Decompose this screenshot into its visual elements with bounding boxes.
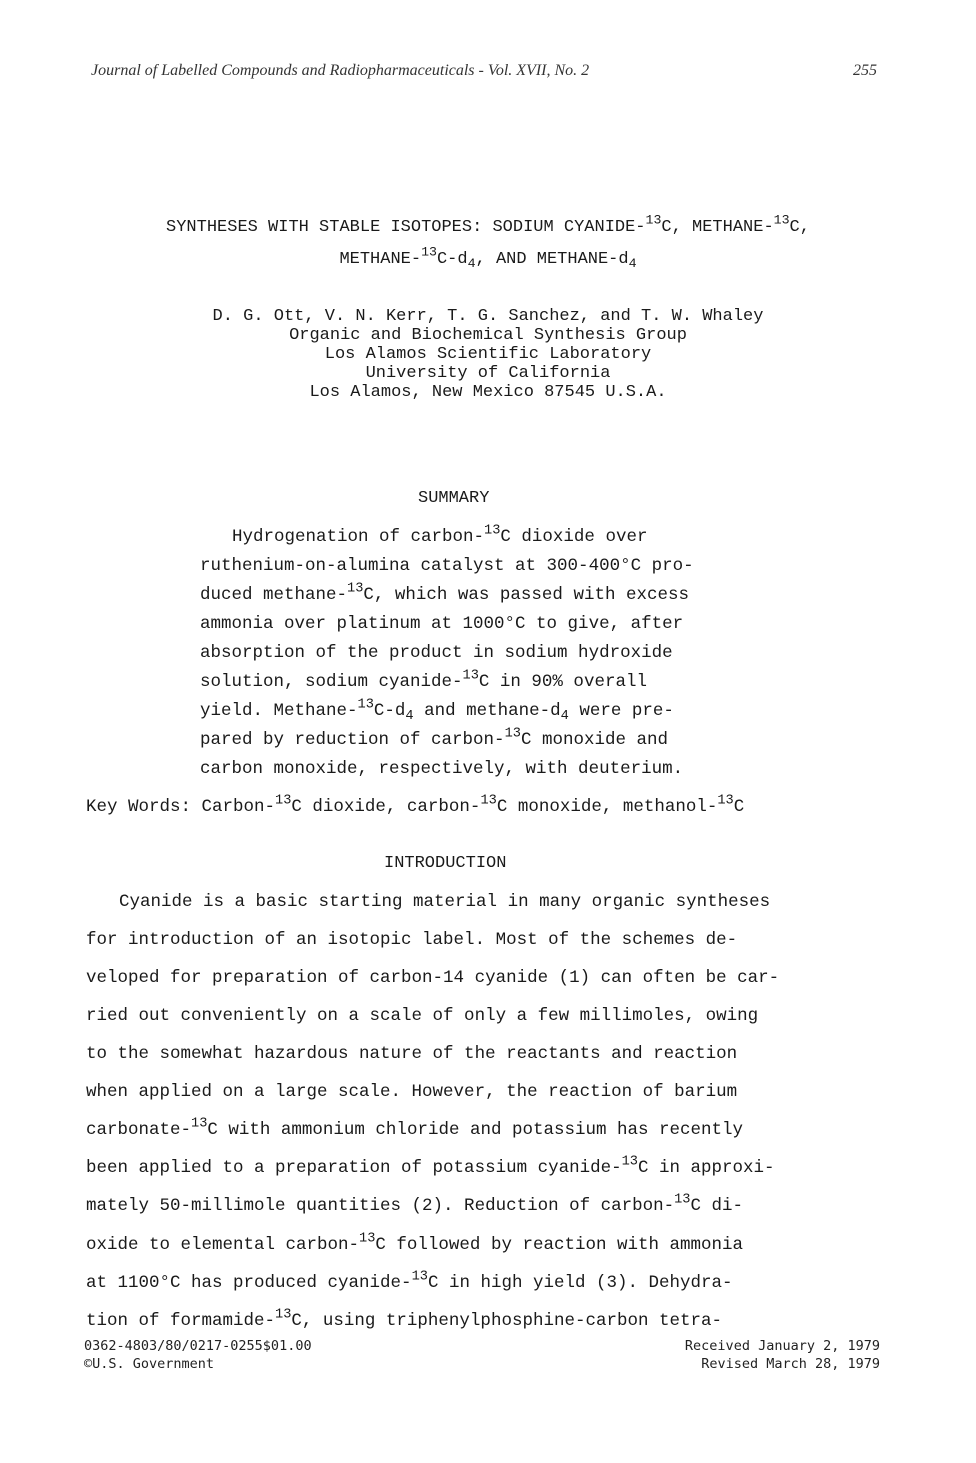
- page-number: 255: [853, 62, 877, 79]
- author-group: Organic and Biochemical Synthesis Group: [289, 326, 687, 345]
- summary-line: ruthenium-on-alumina catalyst at 300-400°C pro-: [200, 556, 694, 576]
- intro-line: carbonate-$^{13}$C with ammonium chloride and potassium has recently: [86, 1116, 743, 1140]
- author-university: University of California: [365, 364, 611, 383]
- key-words: Key Words: Carbon-$^{13}$C dioxide, carbon-$^{13}$C monoxide, methanol-$^{13}$C: [86, 793, 745, 817]
- intro-line: mately 50-millimole quantities (2). Reduction of carbon-$^{13}$C di-: [86, 1192, 743, 1216]
- summary-line: yield. Methane-$^{13}C-d_4$ and methane-$d_4$ were pre-: [200, 697, 674, 725]
- intro-line: to the somewhat hazardous nature of the reactants and reaction: [86, 1044, 738, 1064]
- summary-line: absorption of the product in sodium hydroxide: [200, 643, 673, 663]
- intro-line: oxide to elemental carbon-$^{13}$C followed by reaction with ammonia: [86, 1231, 743, 1255]
- intro-line: at 1100°C has produced cyanide-$^{13}$C in high yield (3). Dehydra-: [86, 1269, 733, 1293]
- intro-line: ried out conveniently on a scale of only a few millimoles, owing: [86, 1006, 759, 1026]
- intro-line: Cyanide is a basic starting material in many organic syntheses: [119, 892, 771, 912]
- intro-line: when applied on a large scale. However, the reaction of barium: [86, 1082, 738, 1102]
- title-line-2: METHANE-$^{13}C-d_4$, AND METHANE-$d_4$: [339, 244, 637, 271]
- intro-line: for introduction of an isotopic label. Most of the schemes de-: [86, 930, 738, 950]
- received-date: Received January 2, 1979: [684, 1338, 880, 1354]
- journal-header: Journal of Labelled Compounds and Radiopharmaceuticals - Vol. XVII, No. 2: [91, 62, 590, 79]
- author-names: D. G. Ott, V. N. Kerr, T. G. Sanchez, and T. W. Whaley: [212, 307, 764, 326]
- intro-line: tion of formamide-$^{13}$C, using triphenylphosphine-carbon tetra-: [86, 1307, 722, 1331]
- intro-line: been applied to a preparation of potassium cyanide-$^{13}$C in approxi-: [86, 1154, 775, 1178]
- revised-date: Revised March 28, 1979: [701, 1356, 880, 1372]
- article-code: 0362-4803/80/0217-0255$01.00: [84, 1338, 312, 1354]
- intro-line: veloped for preparation of carbon-14 cyanide (1) can often be car-: [86, 968, 780, 988]
- author-address: Los Alamos, New Mexico 87545 U.S.A.: [309, 383, 667, 402]
- summary-line: Hydrogenation of carbon-$^{13}$C dioxide over: [232, 523, 648, 547]
- summary-line: solution, sodium cyanide-$^{13}$C in 90% overall: [200, 668, 647, 692]
- summary-line: carbon monoxide, respectively, with deuterium.: [200, 759, 684, 779]
- introduction-heading: INTRODUCTION: [384, 854, 507, 873]
- summary-heading: SUMMARY: [418, 489, 490, 508]
- summary-line: duced methane-$^{13}$C, which was passed with excess: [200, 581, 689, 605]
- copyright: ©U.S. Government: [84, 1356, 215, 1372]
- title-line-1: SYNTHESES WITH STABLE ISOTOPES: SODIUM CYANIDE-$^{13}$C, METHANE-$^{13}$C,: [166, 212, 810, 237]
- summary-line: ammonia over platinum at 1000°C to give, after: [200, 614, 684, 634]
- summary-line: pared by reduction of carbon-$^{13}$C monoxide and: [200, 726, 668, 750]
- author-lab: Los Alamos Scientific Laboratory: [324, 345, 652, 364]
